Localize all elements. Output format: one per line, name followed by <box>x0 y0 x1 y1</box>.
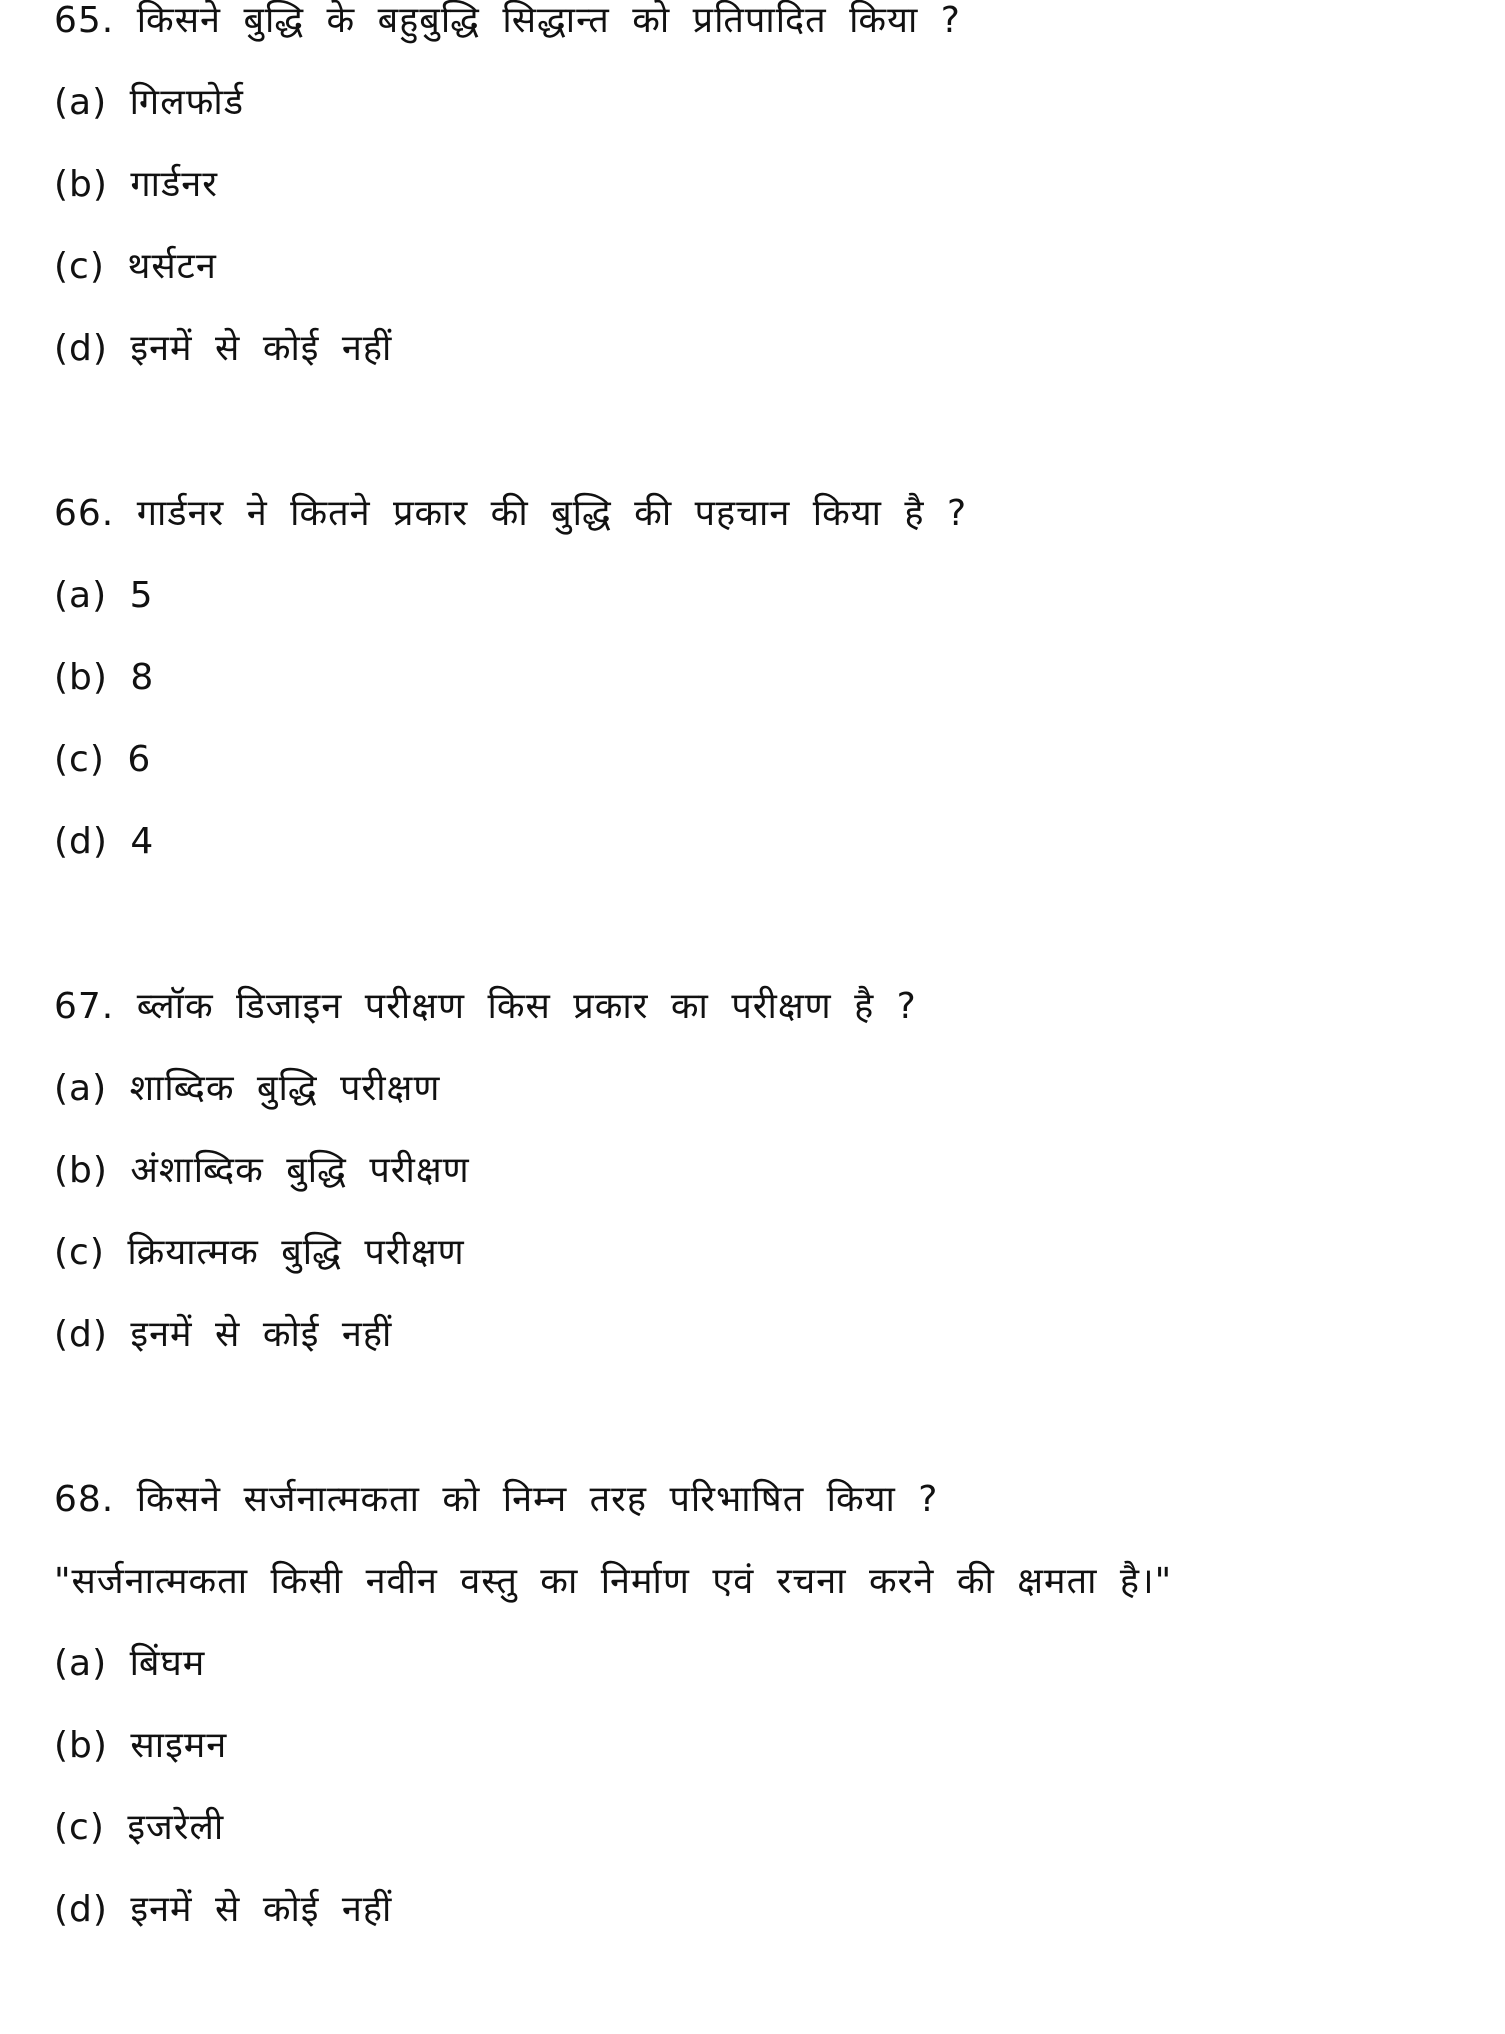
option-text: इनमें से कोई नहीं <box>130 1314 393 1355</box>
option-text: क्रियात्मक बुद्धि परीक्षण <box>127 1232 465 1273</box>
question-text: ब्लॉक डिजाइन परीक्षण किस प्रकार का परीक्षण है ? <box>136 986 917 1027</box>
option-label: (c) <box>54 1232 105 1273</box>
option-66-d <box>54 817 154 867</box>
option-68-a <box>54 1639 205 1689</box>
option-66-c <box>54 735 151 785</box>
option-label: (b) <box>54 164 108 205</box>
option-65-d <box>54 324 392 374</box>
option-66-a <box>54 571 154 621</box>
option-label: (d) <box>54 1314 108 1355</box>
option-text: 5 <box>129 575 154 616</box>
question-68 <box>54 1475 938 1525</box>
option-text: गिलफोर्ड <box>129 82 244 123</box>
question-number: 67. <box>54 986 115 1027</box>
option-label: (d) <box>54 328 108 369</box>
question-text: गार्डनर ने कितने प्रकार की बुद्धि की पहचान किया है ? <box>136 493 968 534</box>
question-68-quote <box>54 1557 1172 1607</box>
option-text: इनमें से कोई नहीं <box>130 328 393 369</box>
option-text: साइमन <box>130 1725 228 1766</box>
option-text: 8 <box>130 657 155 698</box>
option-label: (d) <box>54 821 108 862</box>
option-65-c <box>54 242 217 292</box>
option-label: (d) <box>54 1889 108 1930</box>
option-label: (a) <box>54 575 108 616</box>
option-text: इनमें से कोई नहीं <box>130 1889 393 1930</box>
option-68-b <box>54 1721 227 1771</box>
option-65-b <box>54 160 218 210</box>
option-67-c <box>54 1228 465 1278</box>
option-67-b <box>54 1146 470 1196</box>
option-label: (c) <box>54 739 105 780</box>
option-text: 6 <box>127 739 152 780</box>
option-text: बिंघम <box>129 1643 206 1684</box>
option-text: शाब्दिक बुद्धि परीक्षण <box>129 1068 441 1109</box>
question-67 <box>54 982 917 1032</box>
option-66-b <box>54 653 154 703</box>
question-number: 66. <box>54 493 115 534</box>
option-label: (c) <box>54 246 105 287</box>
question-text: किसने सर्जनात्मकता को निम्न तरह परिभाषित किया ? <box>136 1479 939 1520</box>
quote-text: "सर्जनात्मकता किसी नवीन वस्तु का निर्माण एवं रचना करने की क्षमता है।" <box>54 1561 1173 1602</box>
option-65-a <box>54 78 244 128</box>
option-label: (b) <box>54 1150 108 1191</box>
question-text: किसने बुद्धि के बहुबुद्धि सिद्धान्त को प्रतिपादित किया ? <box>136 0 961 41</box>
option-text: अंशाब्दिक बुद्धि परीक्षण <box>130 1150 470 1191</box>
question-number: 68. <box>54 1479 115 1520</box>
option-text: 4 <box>130 821 155 862</box>
option-label: (a) <box>54 82 108 123</box>
option-68-d <box>54 1885 392 1935</box>
option-label: (a) <box>54 1068 108 1109</box>
option-67-d <box>54 1310 392 1360</box>
option-68-c <box>54 1803 224 1853</box>
option-label: (b) <box>54 1725 108 1766</box>
option-text: गार्डनर <box>130 164 218 205</box>
option-text: थर्सटन <box>127 246 217 287</box>
option-label: (a) <box>54 1643 108 1684</box>
option-label: (b) <box>54 657 108 698</box>
option-67-a <box>54 1064 440 1114</box>
option-text: इजरेली <box>127 1807 225 1848</box>
question-number: 65. <box>54 0 115 41</box>
question-65 <box>54 0 961 46</box>
question-66 <box>54 489 967 539</box>
option-label: (c) <box>54 1807 105 1848</box>
